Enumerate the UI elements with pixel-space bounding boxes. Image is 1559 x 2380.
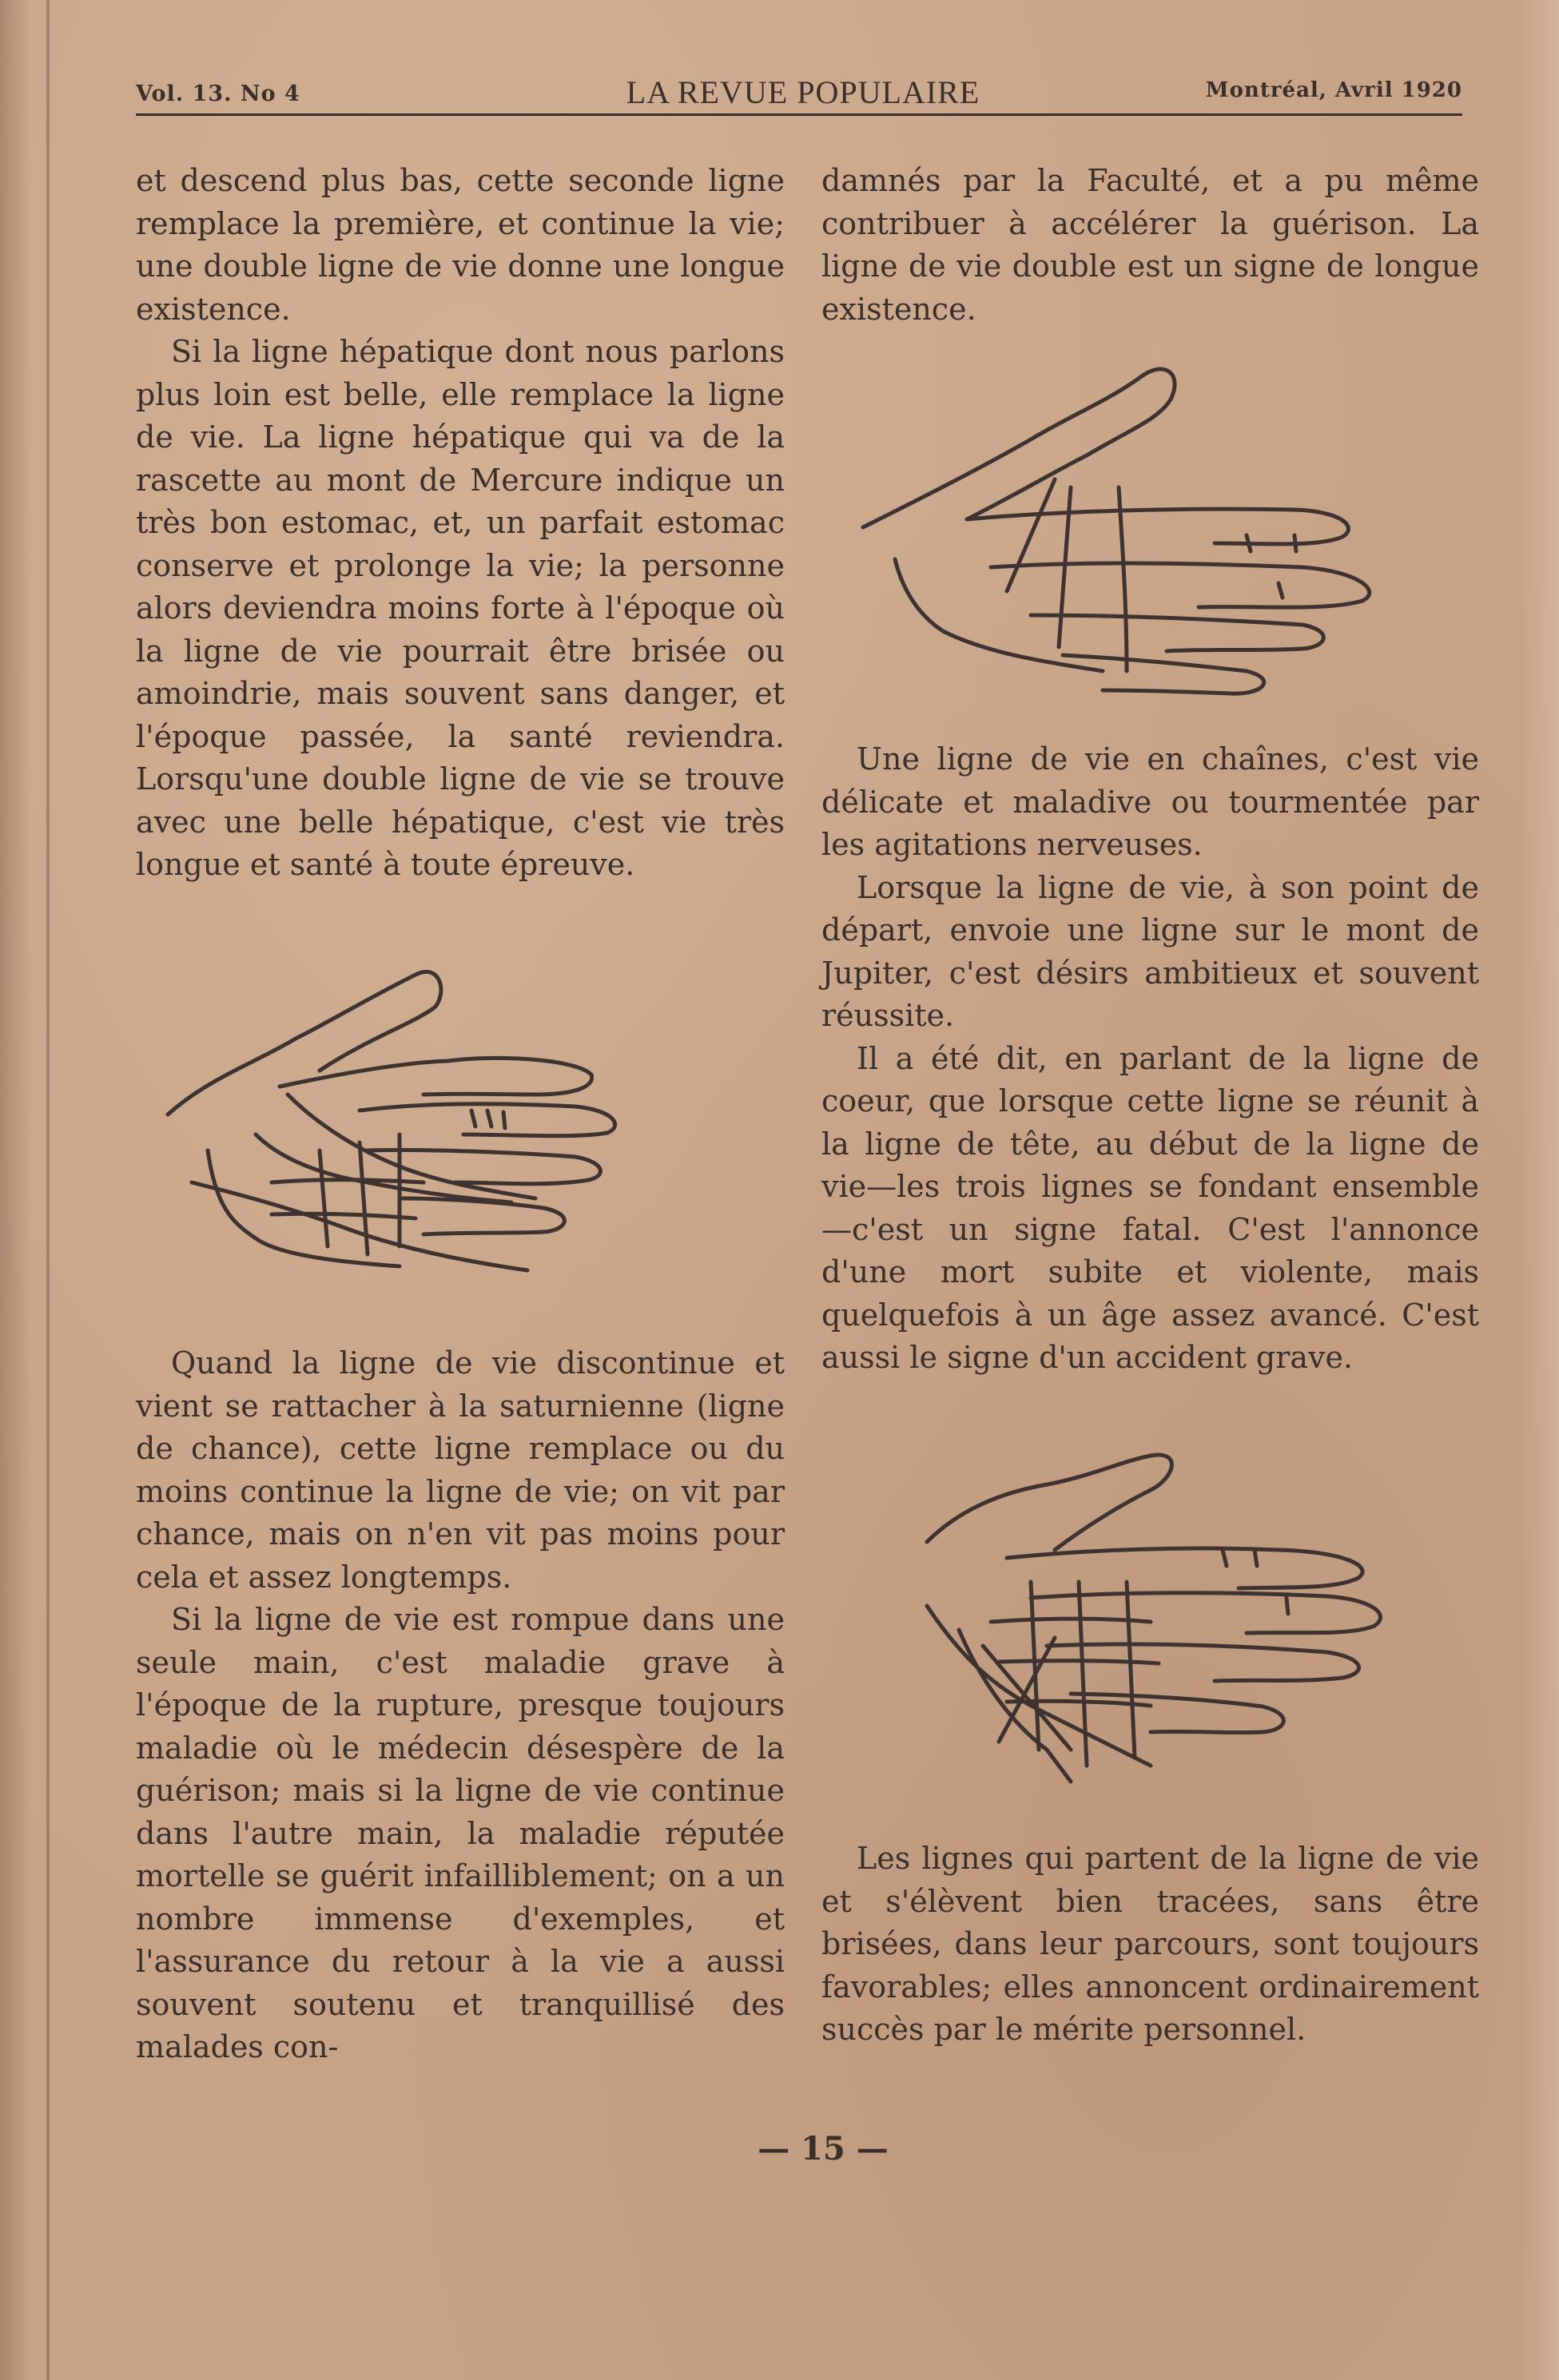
hand-sketch-icon (911, 1446, 1486, 1822)
paragraph: et descend plus bas, cette seconde ligne remplace la première, et continue la vie; une double ligne de vie donne une longue existence. (136, 163, 785, 327)
paragraph: Si la ligne de vie est rompue dans une seule main, c'est maladie grave à l'époque de la rupture, presque toujours maladie où le médecin désespère de la guérison; mais si la ligne de vie continue dans l'autre main, la maladie réputée mortelle se guérit infailliblement; on a un nombre immense d'exemples, et l'assurance du retour à la vie a aussi souvent soutenu et tranquillisé des malades con- (136, 1602, 785, 2064)
paragraph: Si la ligne hépatique dont nous parlons plus loin est belle, elle remplace la ligne de vie. La ligne hépatique qui va de la rascette au mont de Mercure indique un très bon estomac, et, un parfait estomac conserve et prolonge la vie; la personne alors deviendra moins forte à l'époque où la ligne de vie pourrait être brisée ou amoindrie, mais souvent sans danger, et l'époque passée, la santé reviendra. Lorsqu'une double ligne de vie se trouve avec une belle hépatique, c'est vie très longue et santé à toute épreuve. (136, 334, 785, 882)
right-column-bottom (821, 1838, 1479, 2052)
palm-illustration-3 (911, 1446, 1486, 1822)
place-and-date: Montréal, Avril 1920 (1205, 78, 1462, 102)
right-column-middle (821, 738, 1479, 1380)
page-fold-line (46, 0, 50, 2380)
header-rule (136, 113, 1462, 116)
hand-sketch-icon (160, 943, 751, 1326)
right-column-top (821, 160, 1479, 331)
left-column-bottom (136, 1342, 785, 2069)
hand-sketch-icon (847, 352, 1438, 711)
palm-illustration-2 (847, 352, 1438, 711)
paragraph: Il a été dit, en parlant de la ligne de coeur, que lorsque cette ligne se réunit à la ligne de tête, au début de la ligne de vie—les trois lignes se fondant ensemble—c'est un signe fatal. C'est l'annonce d'une mort subite et violente, mais quelquefois à un âge assez avancé. C'est aussi le signe d'un accident grave. (821, 1040, 1479, 1375)
paragraph: damnés par la Faculté, et a pu même contribuer à accélérer la guérison. La ligne de vie double est un signe de longue existence. (821, 163, 1479, 327)
paragraph: Les lignes qui partent de la ligne de vie et s'élèvent bien tracées, sans être brisées, dans leur parcours, sont toujours favorables; elles annoncent ordinairement succès par le mérite personnel. (821, 1841, 1479, 2047)
palm-illustration-1 (160, 943, 751, 1326)
paragraph: Quand la ligne de vie discontinue et vient se rattacher à la saturnienne (ligne de chance), cette ligne remplace ou du moins continue la ligne de vie; on vit par chance, mais on n'en vit pas moins pour cela et assez longtemps. (136, 1345, 785, 1595)
paragraph: Lorsque la ligne de vie, à son point de départ, envoie une ligne sur le mont de Jupiter, c'est désirs ambitieux et souvent réussite. (821, 869, 1479, 1033)
page-edge (1519, 0, 1559, 2380)
paragraph: Une ligne de vie en chaînes, c'est vie délicate et maladive ou tourmentée par les agitations nerveuses. (821, 741, 1479, 862)
publication-title: LA REVUE POPULAIRE (626, 74, 980, 110)
page-shadow (0, 0, 32, 2380)
left-column-top (136, 160, 785, 887)
running-header (136, 74, 1462, 113)
page-number: — 15 — (758, 2130, 889, 2167)
volume-number: Vol. 13. No 4 (136, 81, 300, 106)
